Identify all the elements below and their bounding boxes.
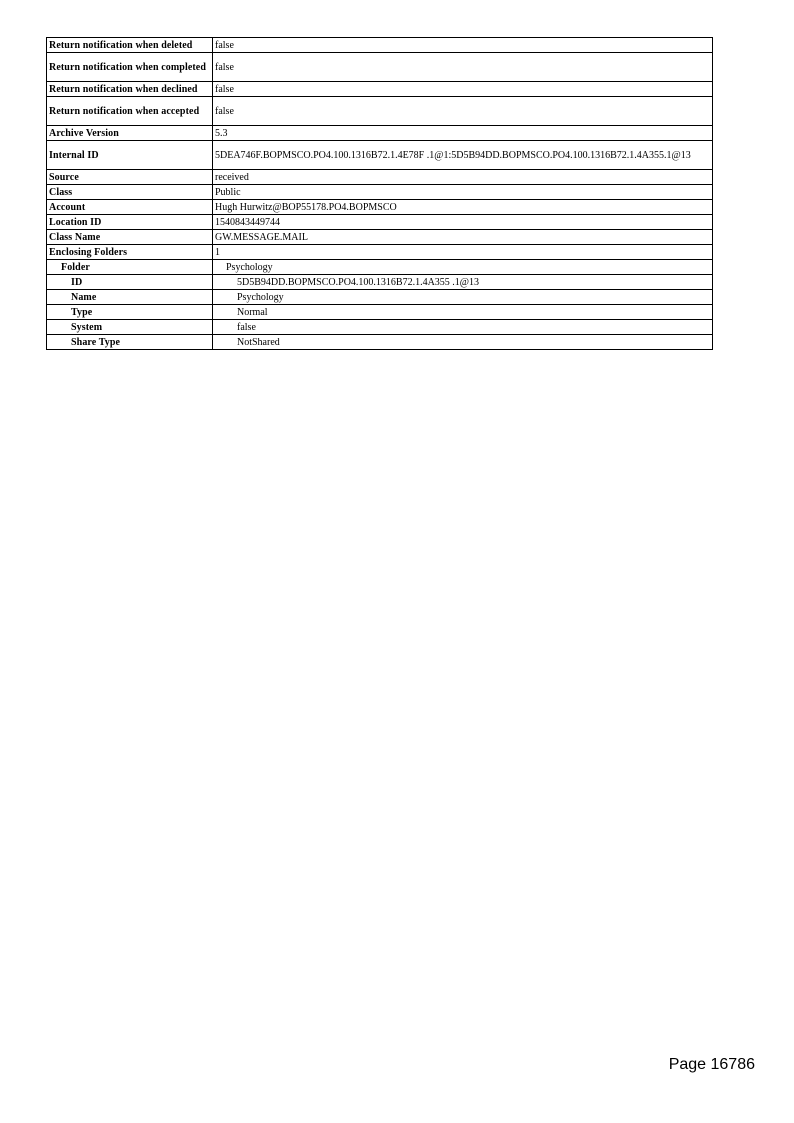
table-row xyxy=(47,126,713,141)
row-value-folder-type: Normal xyxy=(213,305,713,320)
row-value-location-id: 1540843449744 xyxy=(213,215,713,230)
row-value-folder-share-type: NotShared xyxy=(213,335,713,350)
row-value-return-notification-accepted: false xyxy=(213,97,713,126)
row-key-folder-share-type: Share Type xyxy=(47,335,213,350)
row-value-class-name: GW.MESSAGE.MAIL xyxy=(213,230,713,245)
table-row xyxy=(47,185,713,200)
row-value-source: received xyxy=(213,170,713,185)
row-value-account: Hugh Hurwitz@BOP55178.PO4.BOPMSCO xyxy=(213,200,713,215)
table-row xyxy=(47,38,713,53)
row-key-return-notification-accepted: Return notification when accepted xyxy=(47,97,213,126)
row-key-folder-system: System xyxy=(47,320,213,335)
row-value-return-notification-deleted: false xyxy=(213,38,713,53)
table-row xyxy=(47,275,713,290)
row-key-return-notification-deleted: Return notification when deleted xyxy=(47,38,213,53)
table-row xyxy=(47,335,713,350)
row-key-folder-type: Type xyxy=(47,305,213,320)
row-key-enclosing-folders: Enclosing Folders xyxy=(47,245,213,260)
row-key-return-notification-completed: Return notification when completed xyxy=(47,53,213,82)
table-row xyxy=(47,290,713,305)
page-number: Page 16786 xyxy=(668,1056,755,1073)
table-row xyxy=(47,260,713,275)
row-value-return-notification-completed: false xyxy=(213,53,713,82)
row-key-folder: Folder xyxy=(47,260,213,275)
row-key-folder-id: ID xyxy=(47,275,213,290)
table-row xyxy=(47,53,713,82)
row-value-folder: Psychology xyxy=(213,260,713,275)
properties-table xyxy=(46,37,713,350)
table-row xyxy=(47,141,713,170)
row-key-source: Source xyxy=(47,170,213,185)
row-key-location-id: Location ID xyxy=(47,215,213,230)
row-key-archive-version: Archive Version xyxy=(47,126,213,141)
table-row xyxy=(47,170,713,185)
row-key-class: Class xyxy=(47,185,213,200)
row-key-class-name: Class Name xyxy=(47,230,213,245)
row-value-enclosing-folders: 1 xyxy=(213,245,713,260)
row-value-return-notification-declined: false xyxy=(213,82,713,97)
row-key-folder-name: Name xyxy=(47,290,213,305)
row-value-class: Public xyxy=(213,185,713,200)
table-row xyxy=(47,200,713,215)
row-key-return-notification-declined: Return notification when declined xyxy=(47,82,213,97)
table-row xyxy=(47,97,713,126)
row-key-account: Account xyxy=(47,200,213,215)
row-value-internal-id: 5DEA746F.BOPMSCO.PO4.100.1316B72.1.4E78F .1@1:5D5B94DD.BOPMSCO.PO4.100.1316B72.1.4A355.1@13 xyxy=(213,141,713,170)
row-value-archive-version: 5.3 xyxy=(213,126,713,141)
table-row xyxy=(47,320,713,335)
table-row xyxy=(47,245,713,260)
row-value-folder-name: Psychology xyxy=(213,290,713,305)
table-row xyxy=(47,82,713,97)
row-value-folder-system: false xyxy=(213,320,713,335)
table-row xyxy=(47,215,713,230)
table-row xyxy=(47,230,713,245)
row-value-folder-id: 5D5B94DD.BOPMSCO.PO4.100.1316B72.1.4A355 .1@13 xyxy=(213,275,713,290)
row-key-internal-id: Internal ID xyxy=(47,141,213,170)
table-row xyxy=(47,305,713,320)
